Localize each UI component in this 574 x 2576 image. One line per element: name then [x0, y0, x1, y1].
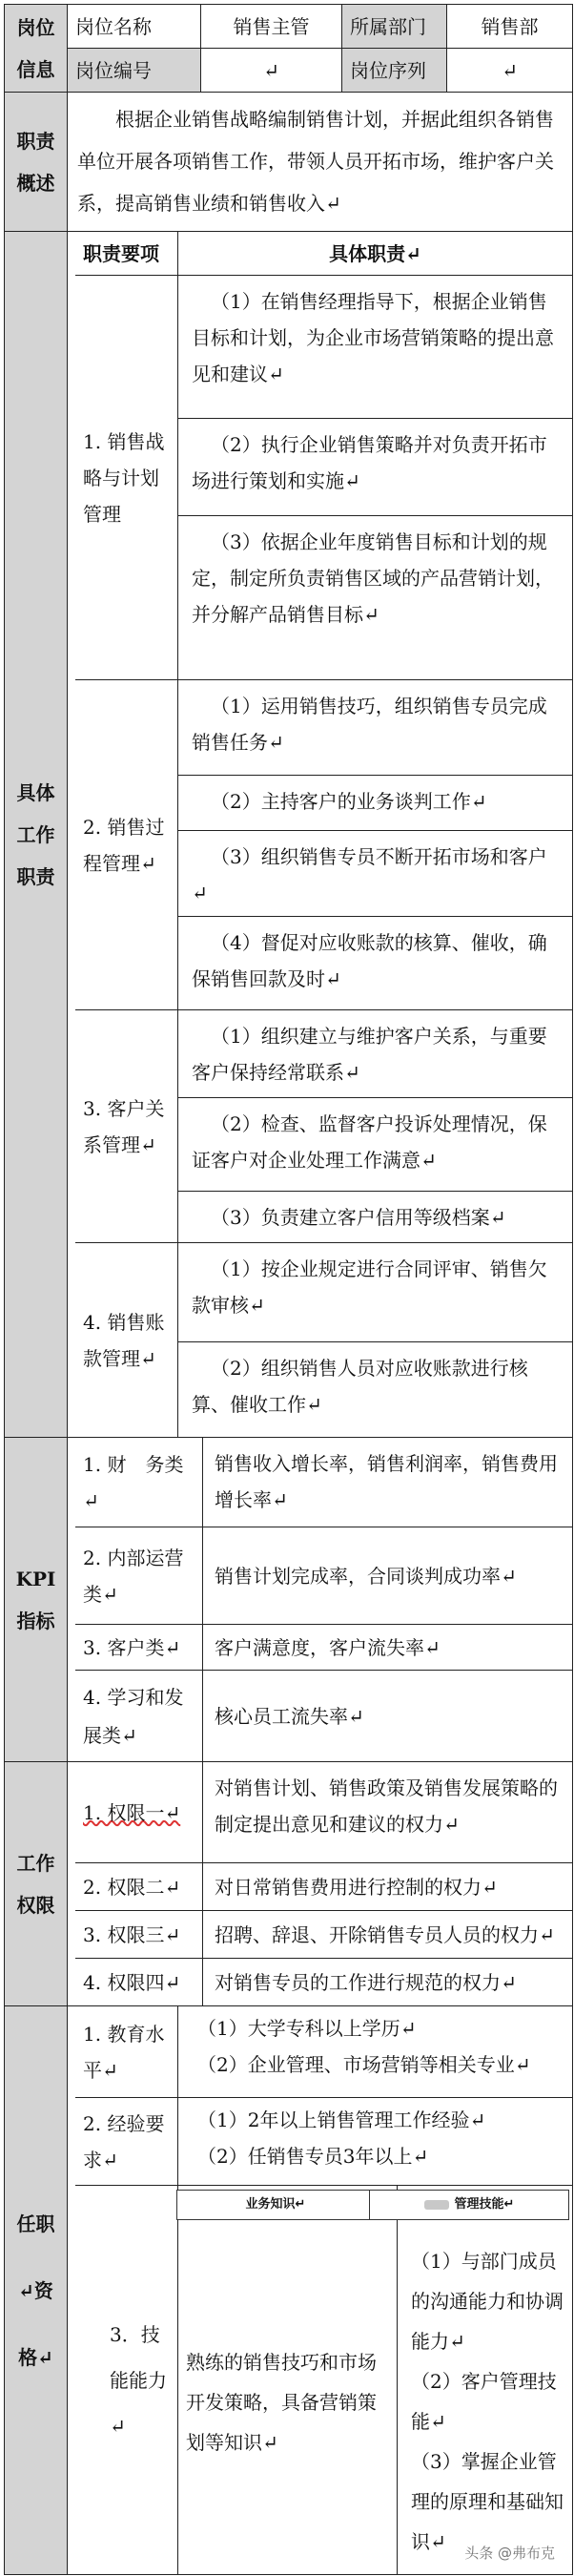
- duty-item: （1）运用销售技巧，组织销售专员完成销售任务↵: [178, 680, 573, 776]
- experience-name: 2. 经验要求↵: [75, 2098, 178, 2186]
- skills-name: [75, 2186, 178, 2575]
- authority-name-text: 1. 权限一↵: [83, 1800, 181, 1824]
- kpi-gutter: [68, 1438, 75, 1762]
- qualification-gutter: [68, 2006, 75, 2575]
- blurred-mark: [424, 2200, 449, 2210]
- watermark: [464, 2543, 555, 2563]
- duty-item: （3）组织销售专员不断开拓市场和客户↵: [178, 831, 573, 917]
- kpi-value: 客户满意度，客户流失率↵: [203, 1625, 573, 1671]
- ability-item: （1）与部门成员的沟通能力和协调能力↵: [411, 2250, 564, 2353]
- knowledge-text: 熟练的销售技巧和市场开发策略，具备营销策划等知识↵: [186, 2351, 377, 2454]
- duty-item: （2）主持客户的业务谈判工作↵: [178, 776, 573, 831]
- kpi-name: 4. 学习和发展类↵: [75, 1671, 203, 1762]
- post-info-label: 岗位信息: [5, 5, 68, 93]
- authority-value: 招聘、辞退、开除销售专员人员的权力↵: [203, 1911, 573, 1959]
- duty-group-name: 2. 销售过程管理↵: [75, 680, 178, 1010]
- authority-value: 对日常销售费用进行控制的权力↵: [203, 1863, 573, 1911]
- duty-item: （3）负责建立客户信用等级档案↵: [178, 1192, 573, 1243]
- duty-item: （2）检查、监督客户投诉处理情况，保证客户对企业处理工作满意↵: [178, 1098, 573, 1192]
- dept-value: 销售部: [447, 5, 573, 49]
- post-seq-label: 岗位序列: [342, 49, 447, 93]
- duties-col2-header: 具体职责↵: [178, 232, 573, 276]
- duties-gutter: [68, 232, 75, 1438]
- kpi-value: 销售计划完成率，合同谈判成功率↵: [203, 1527, 573, 1625]
- authority-name: [75, 1762, 203, 1863]
- kpi-label: KPI指标: [5, 1438, 68, 1762]
- kpi-name: 2. 内部运营类↵: [75, 1527, 203, 1625]
- duty-item: （2）执行企业销售策略并对负责开拓市场进行策划和实施↵: [178, 419, 573, 516]
- authority-name: 2. 权限二↵: [75, 1863, 203, 1911]
- education-item: （1）大学专科以上学历↵: [197, 2017, 417, 2040]
- authority-gutter: [68, 1762, 75, 2006]
- education-item: （2）企业管理、市场营销等相关专业↵: [197, 2053, 531, 2076]
- ability-list: [411, 2241, 564, 2562]
- duty-group-name: 3. 客户关系管理↵: [75, 1010, 178, 1243]
- post-name-label: 岗位名称: [68, 5, 201, 49]
- duty-item: （4）督促对应收账款的核算、催收，确保销售回款及时↵: [178, 917, 573, 1010]
- experience-item: （2）任销售专员3年以上↵: [197, 2145, 429, 2168]
- watermark-text: 头条 @弗布克: [464, 2545, 555, 2562]
- ability-item: （2）客户管理技能↵: [411, 2370, 557, 2433]
- duty-item: （1）按企业规定进行合同评审、销售欠款审核↵: [178, 1243, 573, 1342]
- skills-name-text: 3．技能能力↵: [110, 2322, 167, 2438]
- authority-label: 工作权限: [5, 1762, 68, 2006]
- duty-item: （3）依据企业年度销售目标和计划的规定，制定所负责销售区域的产品营销计划，并分解产品销售目标↵: [178, 516, 573, 680]
- knowledge-header: 业务知识↵: [176, 2190, 375, 2220]
- ability-header-box: [369, 2190, 569, 2220]
- duty-group-name: 1. 销售战略与计划管理: [75, 276, 178, 680]
- duty-item: （1）在销售经理指导下，根据企业销售目标和计划，为企业市场营销策略的提出意见和建议↵: [178, 276, 573, 419]
- authority-name: 3. 权限三↵: [75, 1911, 203, 1959]
- experience-values: [178, 2098, 573, 2186]
- duties-label: 具体工作职责: [5, 232, 68, 1438]
- post-code-label: 岗位编号: [68, 49, 201, 93]
- ability-item: （3）掌握企业管理的原理和基础知识↵: [411, 2450, 564, 2553]
- summary-text: 根据企业销售战略编制销售计划，并据此组织各销售单位开展各项销售工作，带领人员开拓市场，维护客户关系，提高销售业绩和销售收入↵: [68, 93, 573, 232]
- dept-label: 所属部门: [342, 5, 447, 49]
- experience-item: （1）2年以上销售管理工作经验↵: [197, 2109, 486, 2131]
- summary-label: 职责概述: [5, 93, 68, 232]
- post-name-value: 销售主管: [201, 5, 342, 49]
- kpi-value: 销售收入增长率，销售利润率，销售费用增长率↵: [203, 1438, 573, 1527]
- post-code-value: ↵: [201, 49, 342, 93]
- kpi-name: 3. 客户类↵: [75, 1625, 203, 1671]
- kpi-name: 1. 财 务类↵: [75, 1438, 203, 1527]
- duty-item: （2）组织销售人员对应收账款进行核算、催收工作↵: [178, 1342, 573, 1438]
- skills-knowledge: [178, 2186, 398, 2575]
- authority-value: 对销售计划、销售政策及销售发展策略的制定提出意见和建议的权力↵: [203, 1762, 573, 1863]
- duty-item: （1）组织建立与维护客户关系，与重要客户保持经常联系↵: [178, 1010, 573, 1098]
- post-seq-value: ↵: [447, 49, 573, 93]
- job-description-table: [4, 4, 573, 2575]
- duty-group-name: 4. 销售账款管理↵: [75, 1243, 178, 1438]
- education-name: 1. 教育水平↵: [75, 2006, 178, 2098]
- authority-value: 对销售专员的工作进行规范的权力↵: [203, 1959, 573, 2006]
- authority-name: 4. 权限四↵: [75, 1959, 203, 2006]
- skills-ability: [398, 2186, 573, 2575]
- kpi-value: 核心员工流失率↵: [203, 1671, 573, 1762]
- ability-header: 管理技能↵: [454, 2197, 515, 2212]
- qualification-label: 任职↵资格↵: [5, 2006, 68, 2575]
- duties-col1-header: 职责要项: [75, 232, 178, 276]
- education-values: [178, 2006, 573, 2098]
